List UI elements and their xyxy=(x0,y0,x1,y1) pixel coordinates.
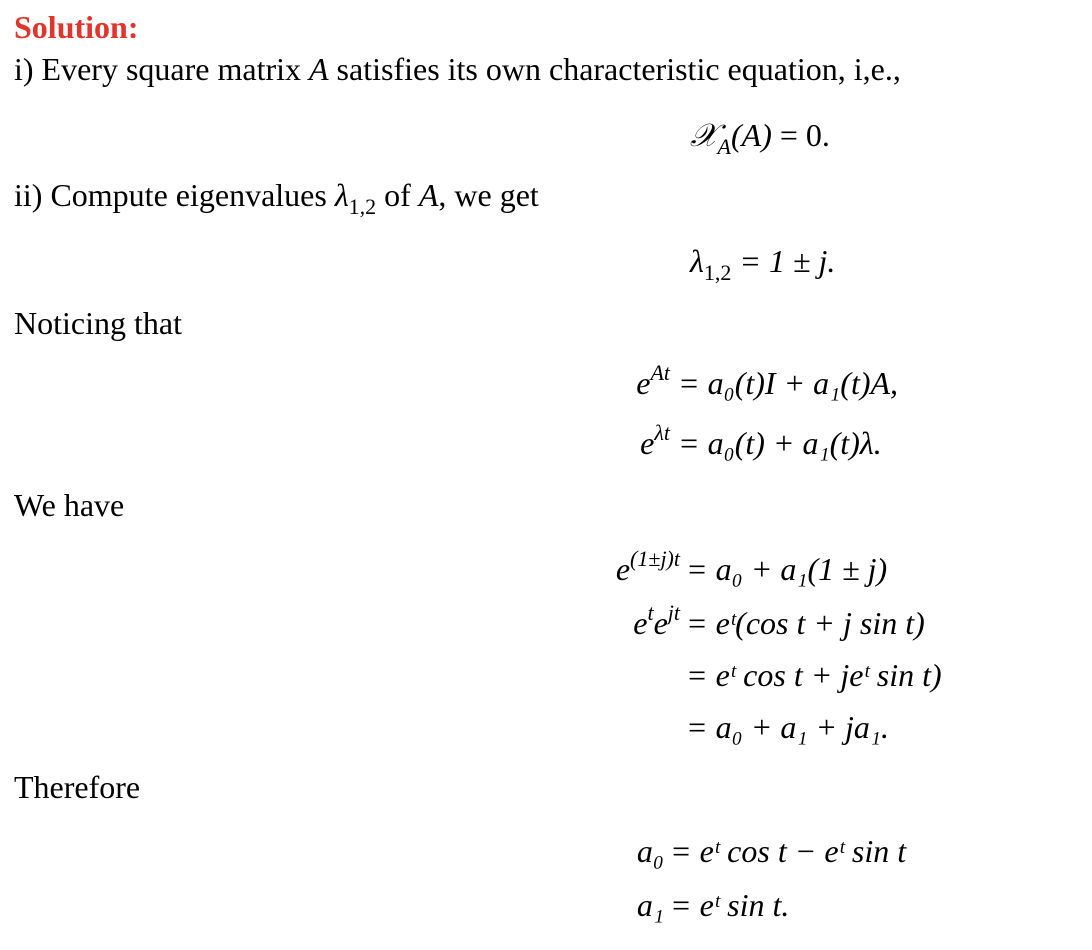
noticing-row2-sup: λt xyxy=(654,420,670,445)
therefore-row1-rhs: = eᵗ cos t − eᵗ sin t xyxy=(670,833,907,869)
we-have-row1-rhs: = a₀ + a₁(1 ± j) xyxy=(686,551,888,587)
item-1-text-before: i) Every square matrix xyxy=(14,51,309,87)
item-2-var: A xyxy=(418,177,439,213)
we-have-row3-rhs: = eᵗ cos t + jeᵗ sin t) xyxy=(686,657,942,693)
noticing-row2-rhs: = a₀(t) + a₁(t)λ. xyxy=(678,425,882,461)
eigenvalue-equation xyxy=(690,242,836,285)
we-have-row2-rhs: = eᵗ(cos t + j sin t) xyxy=(686,605,925,641)
we-have-row2-a: e xyxy=(633,605,648,641)
noticing-row1-rhs: = a₀(t)I + a₁(t)A, xyxy=(678,365,899,401)
we-have-row1-base: e xyxy=(615,551,631,587)
noticing-label: Noticing that xyxy=(14,305,182,341)
item-2-text-mid: of xyxy=(376,177,419,213)
we-have-label: We have xyxy=(14,487,125,523)
noticing-row1-base: e xyxy=(636,365,651,401)
item-1-var: A xyxy=(309,51,329,87)
therefore-row2-rhs: = eᵗ sin t. xyxy=(670,887,790,923)
item-2-lambda: λ xyxy=(334,177,349,213)
therefore-row1-lhs: a₀ xyxy=(636,833,664,869)
therefore-row2-lhs: a₁ xyxy=(636,887,664,923)
we-have-row1-sup: (1±j)t xyxy=(630,546,680,571)
noticing-row1-sup: At xyxy=(650,360,670,385)
therefore-label: Therefore xyxy=(14,769,141,805)
we-have-row2-lhs xyxy=(633,600,680,642)
eigenvalue-lambda: λ xyxy=(690,243,704,279)
item-2-text-after: , we get xyxy=(438,177,539,213)
item-2-text-before: ii) Compute eigenvalues xyxy=(14,177,335,213)
we-have-row2-b-sup: jt xyxy=(667,600,680,625)
we-have-row4-rhs: = a₀ + a₁ + ja₁. xyxy=(686,709,890,745)
item-2-text xyxy=(14,176,539,219)
chi-symbol: 𝒳 xyxy=(690,116,718,154)
eigenvalue-lambda-sub: 1,2 xyxy=(703,260,732,285)
chi-argument: (A) xyxy=(730,117,772,153)
chi-subscript: A xyxy=(717,134,731,159)
item-1-text-after: satisfies its own characteristic equation, i,e., xyxy=(328,51,901,87)
we-have-row1-lhs xyxy=(615,546,680,588)
noticing-row1-lhs xyxy=(636,360,670,402)
item-2-lambda-sub: 1,2 xyxy=(348,194,377,219)
item-1-text xyxy=(14,50,901,88)
eigenvalue-rest: = 1 ± j. xyxy=(739,243,836,279)
we-have-row2-a-sup: t xyxy=(647,600,654,625)
solution-heading: Solution: xyxy=(14,9,139,45)
we-have-row2-b: e xyxy=(653,605,668,641)
noticing-row2-base: e xyxy=(640,425,655,461)
noticing-row2-lhs xyxy=(640,420,670,462)
cayley-hamilton-equation xyxy=(690,116,830,159)
chi-rest: = 0. xyxy=(779,117,830,153)
